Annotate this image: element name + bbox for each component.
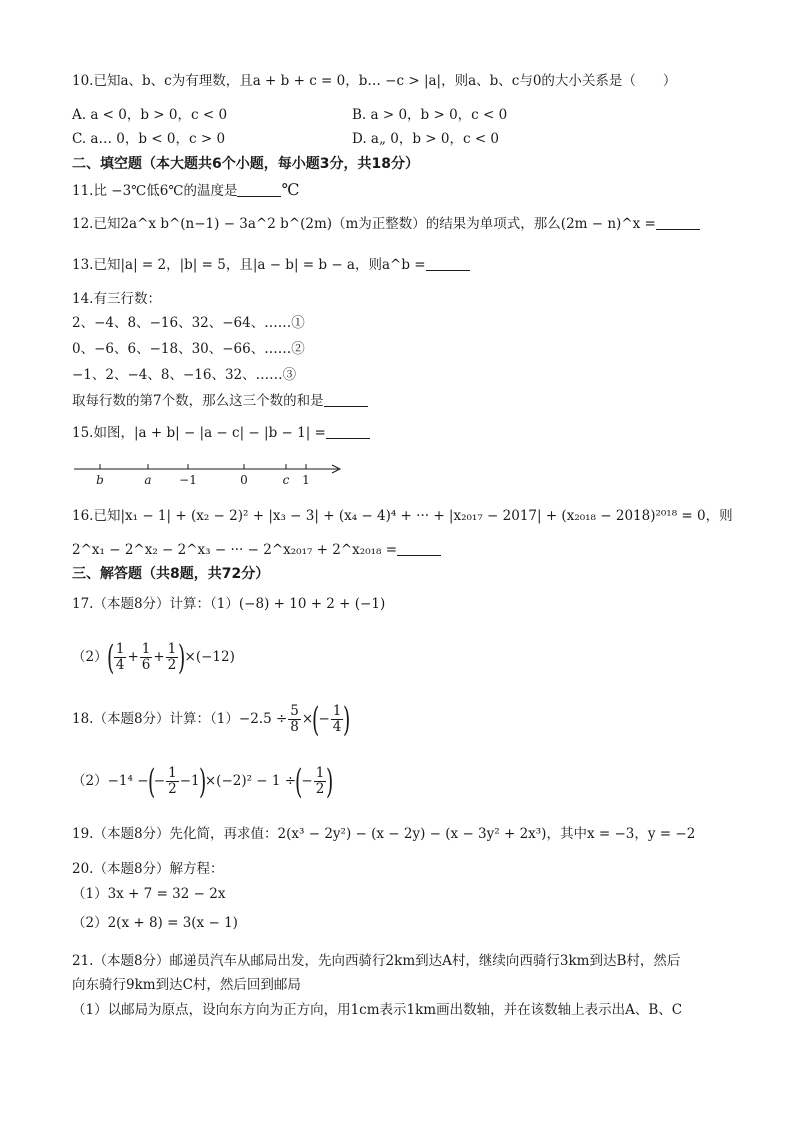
question-19: 19.（本题8分）先化简，再求值：2(x³ − 2y²) − (x − 2y) − (x − 3y² + 2x³)，其中x = −3，y = −2: [72, 826, 696, 842]
question-12: [72, 215, 700, 233]
question-16-expression: 2^x₁ − 2^x₂ − 2^x₃ − ··· − 2^x₂₀₁₇ + 2^x₂₀₁₈ =: [72, 542, 398, 558]
question-14-intro: 14.有三行数：: [72, 291, 161, 307]
answer-blank: [656, 215, 700, 230]
question-14-row-3: −1、2、−4、8、−16、32、……③: [72, 367, 297, 383]
question-15-text: 15.如图，|a + b| − |a − c| − |b − 1| =: [72, 425, 326, 441]
question-17-part-1: 17.（本题8分）计算：（1）(−8) + 10 + 2 + (−1): [72, 596, 386, 612]
question-17-part-2-label: （2）: [72, 649, 108, 665]
question-14-ask-text: 取每行数的第7个数，那么这三个数的和是: [72, 393, 324, 409]
number-line-figure: [72, 458, 352, 490]
number-line-label: c: [282, 473, 290, 487]
question-17-part-2: （2）( $\frac{1}{4}$ + $\frac{1}{6}$ + $\frac{1}{2}$ )×(−12): [72, 637, 235, 678]
question-13-text: 13.已知|a| = 2，|b| = 5，且|a − b| = b − a，则a^b =: [72, 257, 426, 273]
section-3-heading: 三、解答题（共8题，共72分）: [72, 566, 270, 582]
question-15: [72, 424, 370, 442]
fraction: $\frac{5}{8}$: [290, 703, 299, 735]
number-line-label: 1: [302, 473, 310, 487]
question-11-text: 11.比 −3℃低6℃的温度是: [72, 183, 238, 199]
question-20-intro: 20.（本题8分）解方程：: [72, 861, 224, 877]
question-11-unit: ℃: [281, 180, 300, 199]
question-12-text: 12.已知2a^x b^(n−1) − 3a^2 b^(2m)（m为正整数）的结果为单项式，那么(2m − n)^x =: [72, 216, 656, 232]
fraction: $\frac{1}{2}$: [315, 765, 325, 797]
question-17-part-2-tail: ×(−12): [184, 649, 235, 665]
answer-blank: [426, 256, 470, 271]
question-21-line-3: （1）以邮局为原点，设向东方向为正方向，用1cm表示1km画出数轴，并在该数轴上表示出A、B、C: [72, 1002, 683, 1018]
question-10-stem: 10.已知a、b、c为有理数，且a + b + c = 0，b… −c > |a|，则a、b、c与0的大小关系是（ ）: [72, 73, 677, 89]
question-14-row-1: 2、−4、8、−16、32、−64、……①: [72, 315, 305, 331]
question-13: [72, 256, 470, 274]
question-20-part-1: （1）3x + 7 = 32 − 2x: [72, 886, 226, 902]
question-21-line-1: 21.（本题8分）邮递员汽车从邮局出发，先向西骑行2km到达A村，继续向西骑行3km到达B村，然后: [72, 953, 681, 969]
fraction: $\frac{1}{4}$: [332, 703, 342, 735]
question-16-line-1: 16.已知|x₁ − 1| + (x₂ − 2)² + |x₃ − 3| + (x₄ − 4)⁴ + ··· + |x₂₀₁₇ − 2017| + (x₂₀₁₈ − 2018)²⁰¹⁸ = 0，则: [72, 508, 733, 524]
question-11: [72, 181, 299, 200]
fraction: $\frac{1}{2}$: [167, 641, 177, 673]
fraction: $\frac{1}{6}$: [141, 641, 151, 673]
number-line-label: b: [96, 473, 104, 487]
fraction: $\frac{1}{4}$: [115, 641, 125, 673]
question-21-line-2: 向东骑行9km到达C村，然后回到邮局: [72, 977, 301, 993]
question-10-option-d: D. a„ 0，b > 0，c < 0: [352, 131, 500, 147]
number-line-label: −1: [179, 473, 197, 487]
question-10-option-c: C. a… 0，b < 0，c > 0: [72, 131, 226, 147]
section-2-heading: 二、填空题（本大题共6个小题，每小题3分，共18分）: [72, 156, 419, 172]
number-line-label: a: [144, 473, 152, 487]
number-line-label: 0: [240, 473, 248, 487]
question-10-option-a: A. a < 0，b > 0，c < 0: [72, 107, 228, 123]
question-20-part-2: （2）2(x + 8) = 3(x − 1): [72, 915, 238, 931]
question-18-part-2: （2）−1⁴ −(− $\frac{1}{2}$ −1)×(−2)² − 1 ÷(− $\frac{1}{2}$ ): [72, 761, 334, 802]
answer-blank: [397, 541, 441, 556]
answer-blank: [324, 392, 368, 407]
question-16-line-2: [72, 541, 441, 559]
question-10-option-b: B. a > 0，b > 0，c < 0: [352, 107, 508, 123]
answer-blank: [326, 424, 370, 439]
question-14-row-2: 0、−6、6、−18、30、−66、……②: [72, 341, 305, 357]
answer-blank: [237, 182, 281, 197]
question-14-ask: [72, 392, 368, 410]
fraction: $\frac{1}{2}$: [168, 765, 177, 797]
question-18-part-1: 18.（本题8分）计算：（1）−2.5 ÷ $\frac{5}{8}$ ×(− $\frac{1}{4}$ ): [72, 699, 351, 740]
